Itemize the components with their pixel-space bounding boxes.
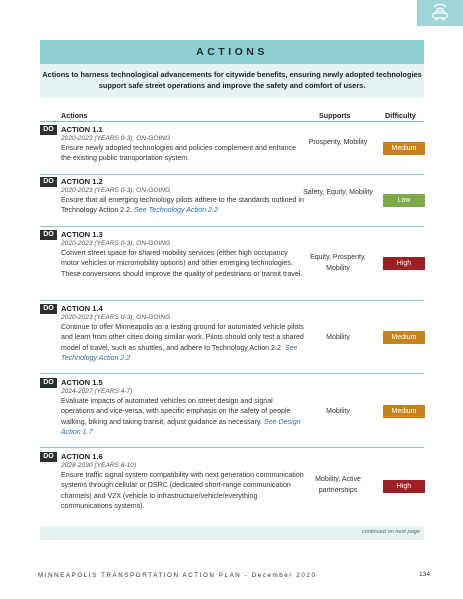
do-badge: DO bbox=[40, 378, 57, 388]
difficulty-badge: Medium bbox=[383, 331, 425, 344]
action-title: ACTION 1.2 bbox=[61, 177, 103, 186]
action-row bbox=[40, 304, 424, 374]
section-tab bbox=[417, 0, 463, 26]
action-title: ACTION 1.6 bbox=[61, 452, 103, 461]
do-badge: DO bbox=[40, 230, 57, 240]
difficulty-badge: Medium bbox=[383, 405, 425, 418]
continued-bar bbox=[40, 526, 424, 540]
difficulty-badge: High bbox=[383, 480, 425, 493]
row-divider bbox=[40, 373, 424, 374]
row-divider bbox=[40, 174, 424, 175]
intro-text: Actions to harness technological advancements for citywide benefits, ensuring newly adopted technologies support safe street operations and improve the safety and comfort of users. bbox=[40, 64, 424, 98]
column-header-supports: Supports bbox=[319, 111, 351, 120]
action-years: 2024-2027 (YEARS 4-7) bbox=[61, 388, 133, 395]
action-years: 2020-2023 (YEARS 0-3); ON-GOING bbox=[61, 135, 171, 142]
action-description: Evaluate impacts of automated vehicles on street design and signal operations and vice-versa, with specific emphasis on the safety of people walking, biking and taking transit, adjust guidance as necessary. See Design Action 1.7 bbox=[61, 397, 301, 437]
do-badge: DO bbox=[40, 304, 57, 314]
action-description: Continue to offer Minneapolis as a testing ground for automated vehicle pilots and learn from other cities doing similar work. Pilots should only test a shared model of travel, such as shuttles, and adhere to Technology Action 2.2. See Technology Action 2.2 bbox=[61, 323, 304, 363]
supports-text: Mobility, Active partnerships bbox=[315, 476, 361, 494]
difficulty-badge: Medium bbox=[383, 142, 425, 155]
difficulty-badge: High bbox=[383, 257, 425, 270]
action-title: ACTION 1.4 bbox=[61, 304, 103, 313]
difficulty-badge: Low bbox=[383, 194, 425, 207]
action-years: 2028-2030 (YEARS 8-10) bbox=[61, 462, 137, 469]
action-row bbox=[40, 125, 424, 175]
cross-reference-link[interactable]: See Design Action 1.7 bbox=[61, 417, 301, 437]
action-description: Ensure that all emerging technology pilots adhere to the standards outlined in Technology Action 2.2. See Technology Action 2.2 bbox=[61, 196, 304, 215]
action-title: ACTION 1.3 bbox=[61, 230, 103, 239]
action-description: Ensure newly adopted technologies and policies complement and enhance the existing public transportation system. bbox=[61, 144, 297, 163]
supports-text: Safety, Equity, Mobility bbox=[303, 189, 373, 196]
page-number: 134 bbox=[418, 571, 430, 578]
column-header-actions: Actions bbox=[61, 111, 88, 120]
header-divider bbox=[40, 121, 424, 122]
action-row bbox=[40, 378, 424, 448]
supports-text: Mobility bbox=[326, 408, 350, 415]
action-row bbox=[40, 177, 424, 227]
action-row bbox=[40, 452, 424, 522]
row-divider bbox=[40, 226, 424, 227]
row-divider bbox=[40, 300, 424, 301]
column-header-difficulty: Difficulty bbox=[385, 111, 416, 120]
autonomous-car-icon bbox=[428, 4, 452, 22]
action-years: 2020-2023 (YEARS 0-3); ON-GOING bbox=[61, 187, 171, 194]
footer-title: MINNEAPOLIS TRANSPORTATION ACTION PLAN - December 2020 bbox=[38, 572, 317, 579]
section-header bbox=[40, 40, 424, 64]
action-title: ACTION 1.5 bbox=[61, 378, 103, 387]
section-title: ACTIONS bbox=[196, 46, 268, 58]
cross-reference-link[interactable]: See Technology Action 2.2 bbox=[133, 206, 218, 215]
action-row bbox=[40, 230, 424, 301]
do-badge: DO bbox=[40, 177, 57, 187]
supports-text: Prosperity, Mobility bbox=[308, 139, 368, 146]
action-years: 2020-2023 (YEARS 0-3); ON-GOING bbox=[61, 240, 171, 247]
row-divider bbox=[40, 447, 424, 448]
action-description: Convert street space for shared mobility services (either high occupancy motor vehicles or micromobility options) and other emerging technologies. These conversions should improve the quality of pedestrians or transit travel. bbox=[61, 249, 303, 278]
cross-reference-link[interactable]: See Technology Action 2.2 bbox=[61, 343, 298, 363]
supports-text: Equity, Prosperity, Mobility bbox=[310, 254, 366, 272]
continued-note: continued on next page bbox=[361, 529, 420, 535]
action-description: Ensure traffic signal system compatibility with next generation communication systems through cellular or DSRC (dedicated short-range communication channels) and V2X (vehicle to infrastructure/vehicle/everything communications systems). bbox=[61, 471, 304, 511]
do-badge: DO bbox=[40, 125, 57, 135]
supports-text: Mobility bbox=[326, 334, 350, 341]
action-years: 2020-2023 (YEARS 0-3); ON-GOING bbox=[61, 314, 171, 321]
action-title: ACTION 1.1 bbox=[61, 125, 103, 134]
do-badge: DO bbox=[40, 452, 57, 462]
